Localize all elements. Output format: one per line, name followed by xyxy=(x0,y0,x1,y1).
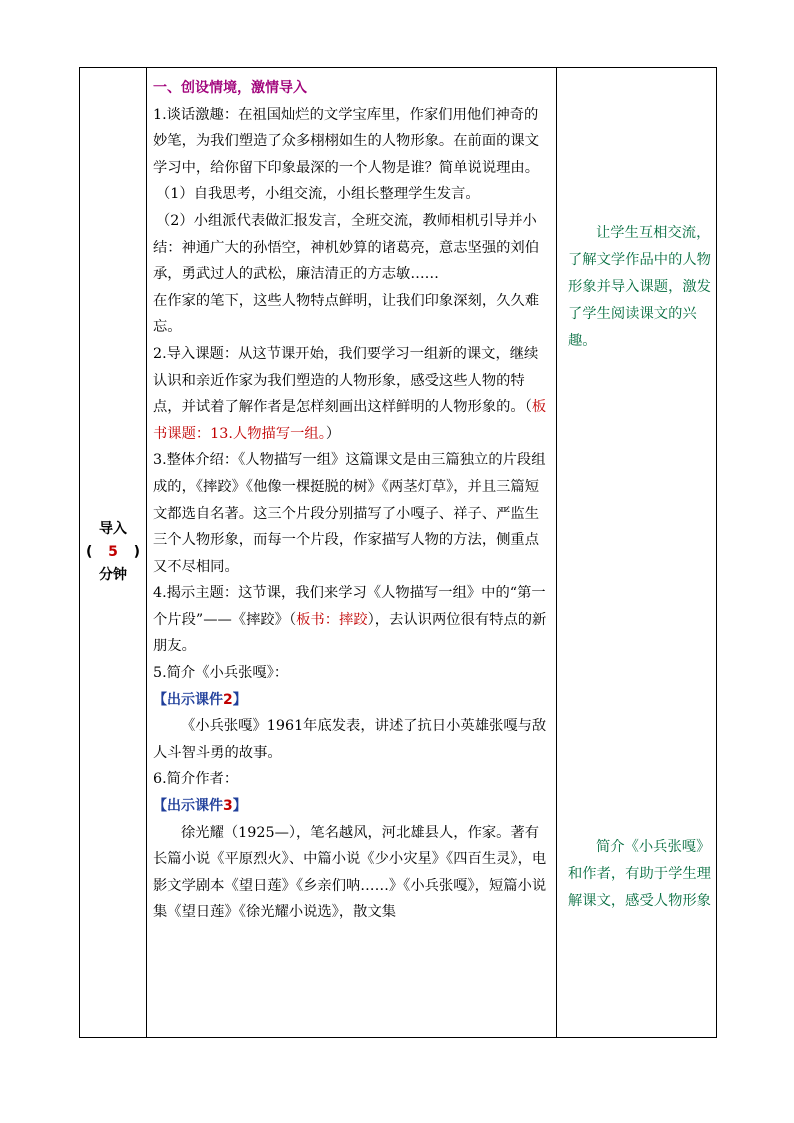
paragraph-1-3: 在作家的笔下，这些人物特点鲜明，让我们印象深刻，久久难忘。 xyxy=(153,292,540,336)
paragraph-1: 1.谈话激趣：在祖国灿烂的文学宝库里，作家们用他们神奇的妙笔，为我们塑造了众多栩栩如生的人物形象。在前面的课文学习中，给你留下印象最深的一个人物是谁？简单说说理由。 xyxy=(153,106,540,176)
paren-close: ) xyxy=(133,544,140,560)
courseware-3-num: 3 xyxy=(223,798,233,815)
stage-name: 导入 xyxy=(99,521,127,537)
courseware-3-close: 】 xyxy=(232,798,247,815)
stage-label xyxy=(80,518,146,587)
paragraph-5-body: 《小兵张嘎》1961年底发表，讲述了抗日小英雄张嘎与敌人斗智斗勇的故事。 xyxy=(153,718,547,761)
courseware-2-close: 】 xyxy=(232,691,247,708)
board-writing-wrestling: 板书：摔跤 xyxy=(296,611,368,628)
stage-cell xyxy=(80,68,147,1038)
paragraph-6-body: 徐光耀（1925—），笔名越风，河北雄县人，作家。著有长篇小说《平原烈火》、中篇小说《少小灾星》《四百生灵》，电影文学剧本《望日莲》《乡亲们呐……》《小兵张嘎》，短篇小说集《望日莲》《徐光耀小说选》，散文集 xyxy=(153,824,547,921)
paragraph-2 xyxy=(153,341,550,447)
courseware-2-label: 【出示课件 xyxy=(153,691,223,708)
board-writing-title: 板书课题：13.人物描写一组。 xyxy=(153,399,547,442)
paragraph-1-2: （2）小组派代表做汇报发言，全班交流，教师相机引导并小结：神通广大的孙悟空，神机妙算的诸葛亮，意志坚强的刘伯承，勇武过人的武松，廉洁清正的方志敏…… xyxy=(153,212,540,283)
paren-open: ( xyxy=(86,544,93,560)
paragraph-4-end: ），去认识两位很有特点的新朋友。 xyxy=(153,611,547,655)
design-note-1-text: 让学生互相交流，了解文学作品中的人物形象并导入课题，激发了学生阅读课文的兴趣。 xyxy=(568,225,711,349)
paragraph-2-end: ） xyxy=(325,425,341,442)
paragraph-4 xyxy=(153,580,550,660)
teaching-content xyxy=(147,68,556,926)
paragraph-1-1: （1）自我思考，小组交流，小组长整理学生发言。 xyxy=(156,186,480,203)
courseware-3-label: 【出示课件 xyxy=(153,798,223,815)
stage-unit: 分钟 xyxy=(99,567,127,583)
stage-duration xyxy=(80,541,146,564)
courseware-3 xyxy=(153,793,550,820)
courseware-2 xyxy=(153,687,550,714)
stage-minutes: 5 xyxy=(108,544,118,560)
design-note-2-text: 简介《小兵张嘎》和作者，有助于学生理解课文，感受人物形象 xyxy=(568,839,711,909)
courseware-2-num: 2 xyxy=(223,691,233,708)
paragraph-4-text: 4.揭示主题：这节课，我们来学习《人物描写一组》中的“第一个片段”——《摔跤》（ xyxy=(153,585,546,628)
content-cell xyxy=(147,68,557,1038)
section-heading: 一、创设情境，激情导入 xyxy=(153,80,307,96)
paragraph-3: 3.整体介绍：《人物描写一组》这篇课文是由三篇独立的片段组成的，《摔跤》《他像一棵挺脱的树》《两茎灯草》，并且三篇短文都选自名著。这三个片段分别描写了小嘎子、祥子、严监生三个人物形象，而每一个片段，作家描写人物的方法，侧重点又不尽相同。 xyxy=(153,452,546,575)
paragraph-2-text: 2.导入课题：从这节课开始，我们要学习一组新的课文，继续认识和亲近作家为我们塑造的人物形象，感受这些人物的特点，并试着了解作者是怎样刻画出这样鲜明的人物形象的。（ xyxy=(153,345,539,416)
paragraph-6: 6.简介作者： xyxy=(153,771,239,788)
paragraph-5: 5.简介《小兵张嘎》： xyxy=(153,665,289,682)
design-note-2 xyxy=(560,834,728,915)
design-note-1 xyxy=(560,220,728,355)
